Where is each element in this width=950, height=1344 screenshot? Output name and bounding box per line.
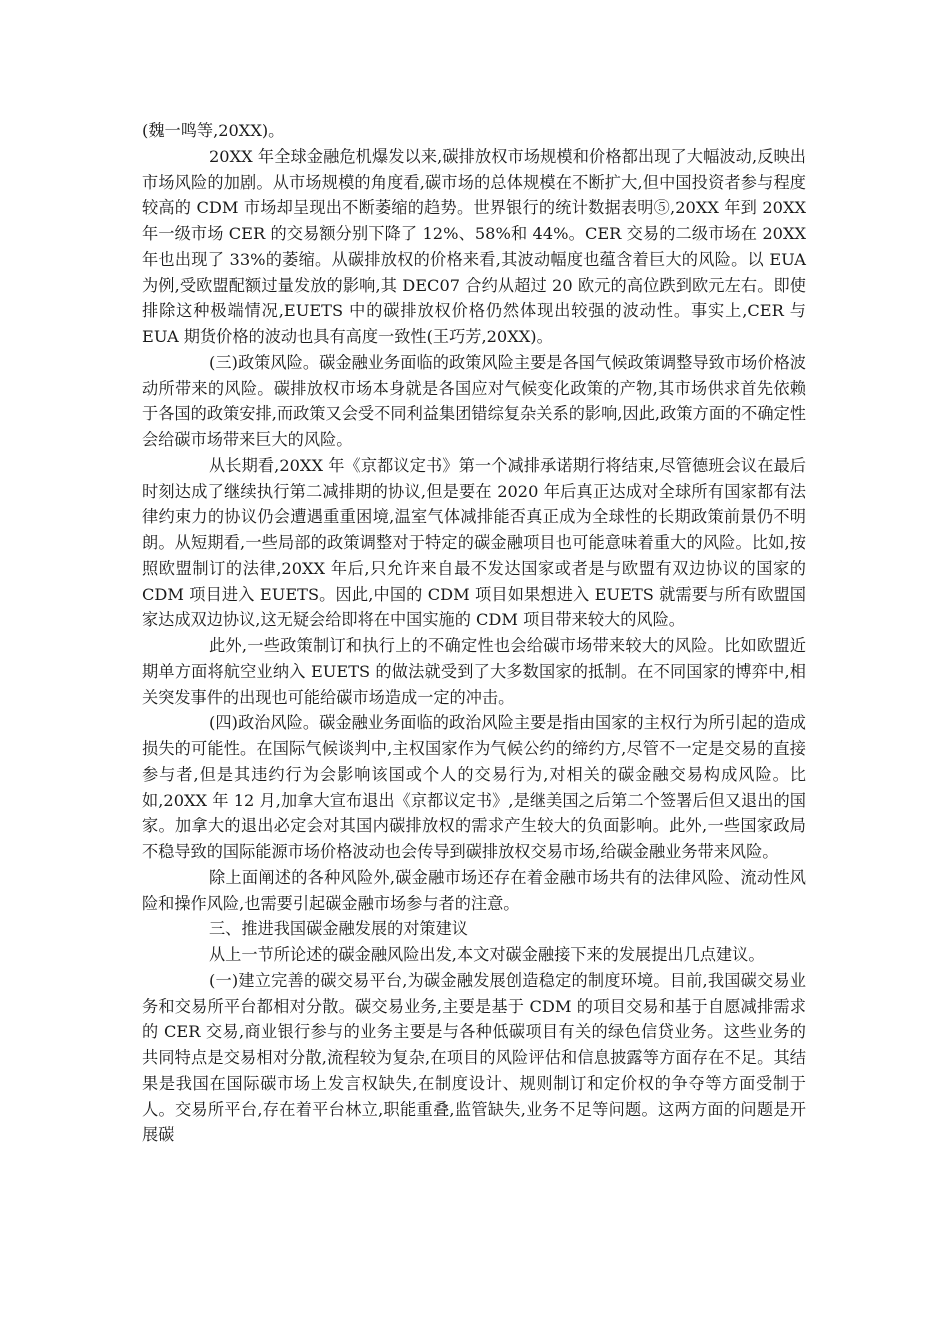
paragraph-long-short-term: 从长期看,20XX 年《京都议定书》第一个减排承诺期行将结束,尽管德班会议在最后时刻达成了继续执行第二减排期的协议,但是要在 2020 年后真正达成对全球所有国家都有法律约束力的协议仍会遭遇重重困境,温室气体减排能否真正成为全球性的长期政策前景仍不明朗。从短期看,一些局部的政策调整对于特定的碳金融项目也可能意味着重大的风险。比如,按照欧盟制订的法律,20XX 年后,只允许来自最不发达国家或者是与欧盟有双边协议的国家的 CDM 项目进入 EUETS。因此,中国的 CDM 项目如果想进入 EUETS 就需要与所有欧盟国家达成双边协议,这无疑会给即将在中国实施的 CDM 项目带来较大的风险。: [142, 455, 806, 630]
paragraph-policy-risk: (三)政策风险。碳金融业务面临的政策风险主要是各国气候政策调整导致市场价格波动所带来的风险。碳排放权市场本身就是各国应对气候变化政策的产物,其市场供求首先依赖于各国的政策安排,而政策又会受不同利益集团错综复杂关系的影响,因此,政策方面的不确定性会给碳市场带来巨大的风险。: [142, 352, 806, 449]
paragraph-suggestions-intro: 从上一节所论述的碳金融风险出发,本文对碳金融接下来的发展提出几点建议。: [209, 945, 765, 964]
paragraph-citation-tail: (魏一鸣等,20XX)。: [142, 121, 285, 140]
paragraph-other-risks: 除上面阐述的各种风险外,碳金融市场还存在着金融市场共有的法律风险、流动性风险和操作风险,也需要引起碳金融市场参与者的注意。: [142, 867, 806, 913]
paragraph-trading-platform: (一)建立完善的碳交易平台,为碳金融发展创造稳定的制度环境。目前,我国碳交易业务和交易所平台都相对分散。碳交易业务,主要是基于 CDM 的项目交易和基于自愿减排需求的 CER 交易,商业银行参与的业务主要是与各种低碳项目有关的绿色信贷业务。这些业务的共同特点是交易相对分散,流程较为复杂,在项目的风险评估和信息披露等方面存在不足。其结果是我国在国际碳市场上发言权缺失,在制度设计、规则制订和定价权的争夺等方面受制于人。交易所平台,存在着平台林立,职能重叠,监管缺失,业务不足等问题。这两方面的问题是开展碳: [142, 970, 806, 1145]
document-body: [142, 118, 806, 1148]
paragraph-political-risk: (四)政治风险。碳金融业务面临的政治风险主要是指由国家的主权行为所引起的造成损失的可能性。在国际气候谈判中,主权国家作为气候公约的缔约方,尽管不一定是交易的直接参与者,但是其违约行为会影响该国或个人的交易行为,对相关的碳金融交易构成风险。比如,20XX 年 12 月,加拿大宣布退出《京都议定书》,是继美国之后第二个签署后但又退出的国家。加拿大的退出必定会对其国内碳排放权的需求产生较大的负面影响。此外,一些国家政局不稳导致的国际能源市场价格波动也会传导到碳排放权交易市场,给碳金融业务带来风险。: [142, 713, 806, 861]
section-heading-suggestions: 三、推进我国碳金融发展的对策建议: [209, 919, 468, 939]
paragraph-policy-uncertainty: 此外,一些政策制订和执行上的不确定性也会给碳市场带来较大的风险。比如欧盟近期单方面将航空业纳入 EUETS 的做法就受到了大多数国家的抵制。在不同国家的博弈中,相关突发事件的出现也可能给碳市场造成一定的冲击。: [142, 636, 806, 707]
paragraph-market-risk: 20XX 年全球金融危机爆发以来,碳排放权市场规模和价格都出现了大幅波动,反映出市场风险的加剧。从市场规模的角度看,碳市场的总体规模在不断扩大,但中国投资者参与程度较高的 CDM 市场却呈现出不断萎缩的趋势。世界银行的统计数据表明⑤,20XX 年到 20XX 年一级市场 CER 的交易额分别下降了 12%、58%和 44%。CER 交易的二级市场在 20XX 年也出现了 33%的萎缩。从碳排放权的价格来看,其波动幅度也蕴含着巨大的风险。以 EUA 为例,受欧盟配额过量发放的影响,其 DEC07 合约从超过 20 欧元的高位跌到欧元左右。即使排除这种极端情况,EUETS 中的碳排放权价格仍然体现出较强的波动性。事实上,CER 与 EUA 期货价格的波动也具有高度一致性(王巧芳,20XX)。: [142, 146, 806, 346]
